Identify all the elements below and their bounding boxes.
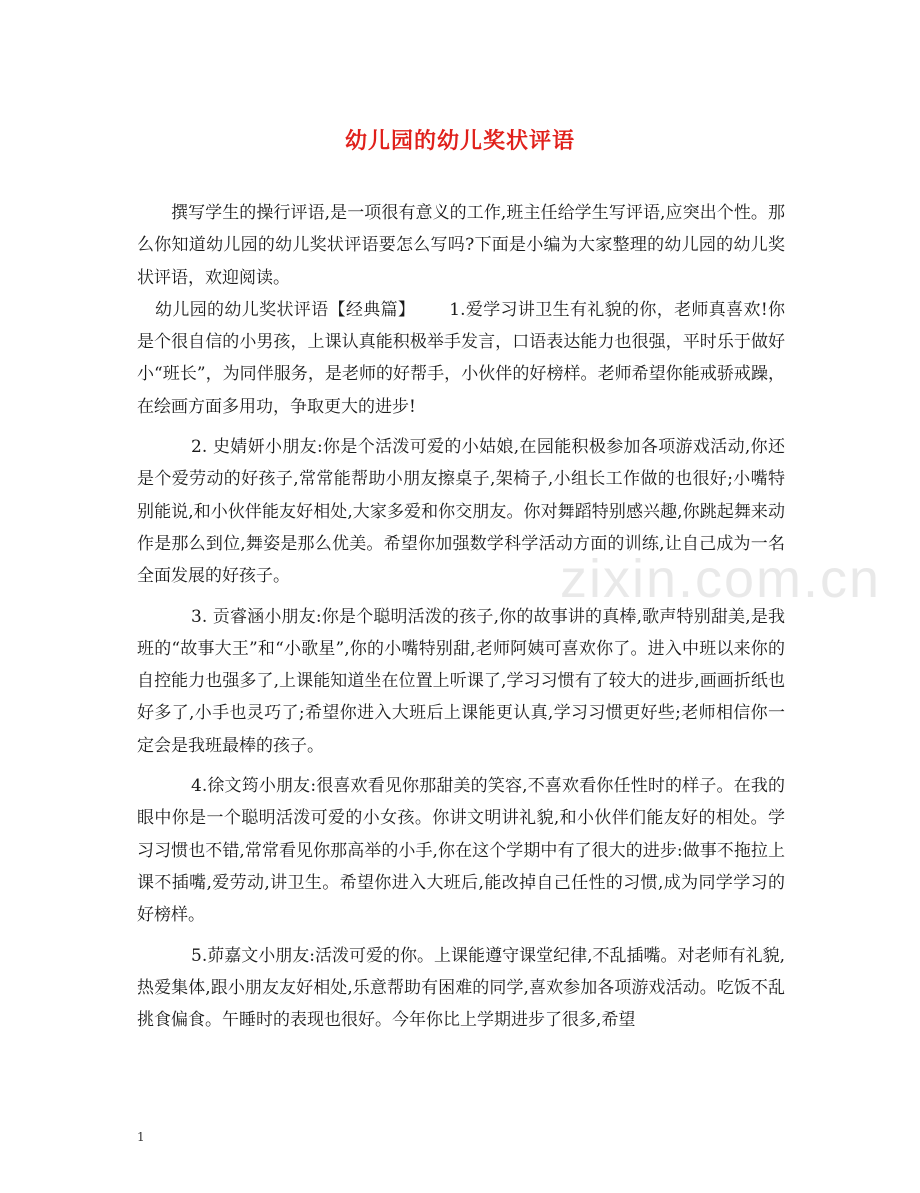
evaluation-item-5: 5.茆嘉文小朋友:活泼可爱的你。上课能遵守课堂纪律,不乱插嘴。对老师有礼貌,热爱集体,跟小朋友友好相处,乐意帮助有困难的同学,喜欢参加各项游戏活动。吃饭不乱挑食偏食。午睡时的表现也很好。今年你比上学期进步了很多,希望: [137, 945, 785, 1031]
section-heading: 幼儿园的幼儿奖状评语【经典篇】: [155, 299, 416, 320]
document-title: 幼儿园的幼儿奖状评语: [344, 129, 575, 154]
document-body: [137, 197, 785, 1036]
page-number: 1: [137, 1130, 145, 1144]
intro-paragraph: 撰写学生的操行评语,是一项很有意义的工作,班主任给学生写评语,应突出个性。那么你知道幼儿园的幼儿奖状评语要怎么写吗?下面是小编为大家整理的幼儿园的幼儿奖状评语，欢迎阅读。: [137, 203, 785, 288]
evaluation-item-2: 2. 史婧妍小朋友:你是个活泼可爱的小姑娘,在园能积极参加各项游戏活动,你还是个爱劳动的好孩子,常常能帮助小朋友擦桌子,架椅子,小组长工作做的也很好;小嘴特别能说,和小伙伴能友好相处,大家多爱和你交朋友。你对舞蹈特别感兴趣,你跳起舞来动作是那么到位,舞姿是那么优美。希望你加强数学科学活动方面的训练,让自己成为一名全面发展的好孩子。: [137, 437, 785, 587]
evaluation-item-4: 4.徐文筠小朋友:很喜欢看见你那甜美的笑容,不喜欢看你任性时的样子。在我的眼中你是一个聪明活泼可爱的小女孩。你讲文明讲礼貌,和小伙伴们能友好的相处。学习习惯也不错,常常看见你那高举的小手,你在这个学期中有了很大的进步:做事不拖拉上课不插嘴,爱劳动,讲卫生。希望你进入大班后,能改掉自己任性的习惯,成为同学学习的好榜样。: [137, 776, 785, 926]
evaluation-item-3: 3. 贡睿涵小朋友:你是个聪明活泼的孩子,你的故事讲的真棒,歌声特别甜美,是我班的“故事大王”和“小歌星”,你的小嘴特别甜,老师阿姨可喜欢你了。进入中班以来你的自控能力也强多了,上课能知道坐在位置上听课了,学习习惯有了较大的进步,画画折纸也好多了,小手也灵巧了;希望你进入大班后上课能更认真,学习习惯更好些;老师相信你一定会是我班最棒的孩子。: [137, 606, 785, 756]
watermark: zixin.com.cn: [560, 549, 882, 609]
section-paragraph: [137, 294, 785, 423]
evaluation-item-1: 1.爱学习讲卫生有礼貌的你，老师真喜欢!你是个很自信的小男孩，上课认真能积极举手发言，口语表达能力也很强，平时乐于做好小“班长”，为同伴服务，是老师的好帮手，小伙伴的好榜样。老师希望你能戒骄戒躁，在绘画方面多用功，争取更大的进步!: [137, 299, 786, 417]
